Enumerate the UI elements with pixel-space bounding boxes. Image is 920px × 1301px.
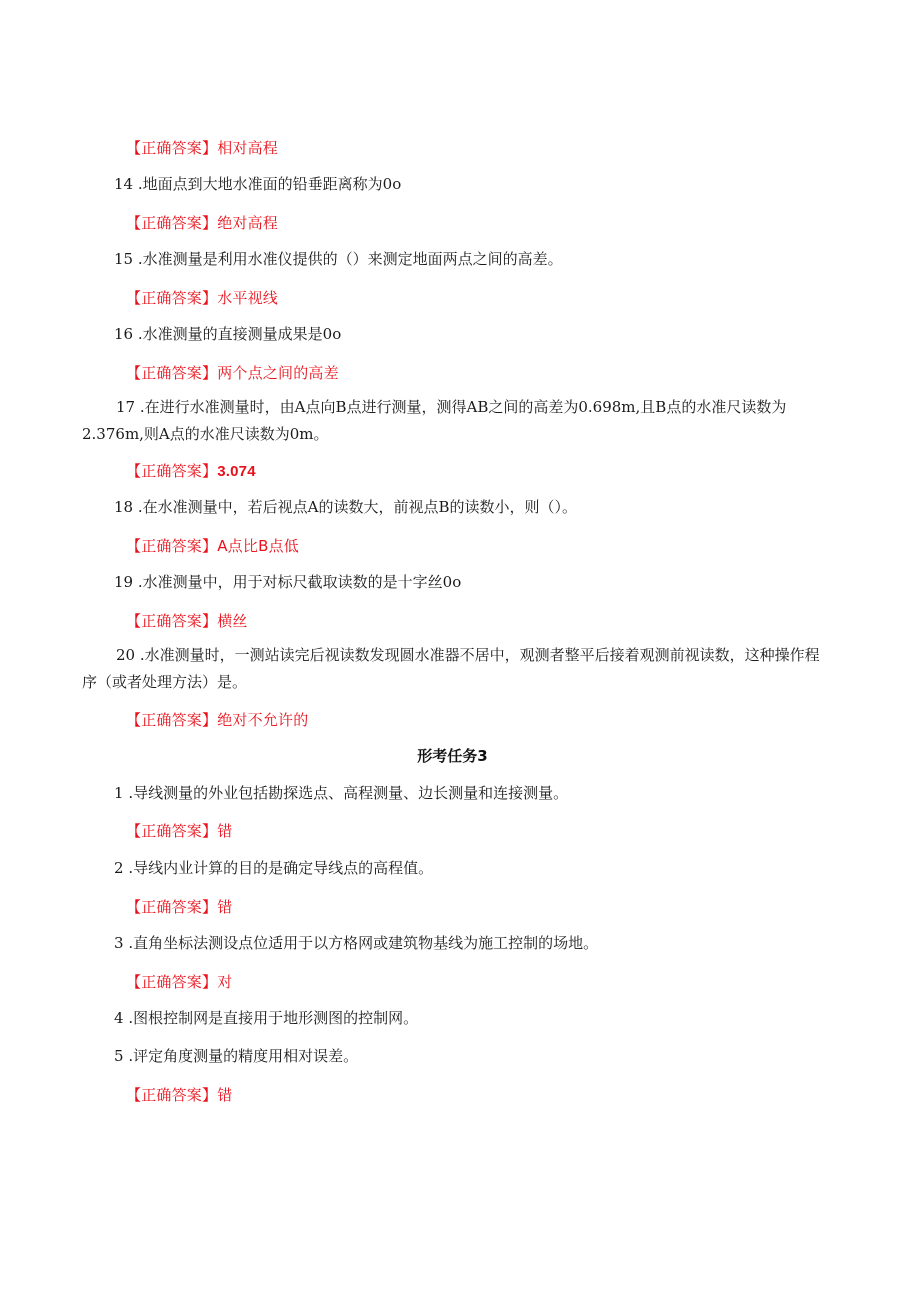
question-number: 3 [114, 934, 124, 952]
answer-value: 错 [217, 822, 233, 840]
question-line [82, 394, 832, 448]
question-line [114, 857, 433, 878]
question-text: .水准测量的直接测量成果是0o [137, 325, 342, 343]
answer-line [126, 212, 278, 233]
question-line [114, 932, 598, 953]
question-line [82, 642, 832, 696]
answer-value: 绝对高程 [217, 214, 279, 232]
answer-label: 【正确答案】 [126, 1086, 218, 1104]
answer-line [126, 971, 232, 992]
answer-value: 绝对不允许的 [217, 711, 309, 729]
question-line [114, 1007, 418, 1028]
answer-line [126, 362, 339, 383]
answer-value: 相对高程 [217, 139, 279, 157]
answer-label: 【正确答案】 [126, 898, 218, 916]
answer-value: A点比B点低 [217, 537, 299, 555]
answer-line [126, 535, 299, 556]
answer-line [126, 460, 256, 481]
question-line [114, 782, 568, 803]
question-line [114, 571, 461, 592]
question-number: 20 [116, 646, 136, 664]
answer-label: 【正确答案】 [126, 364, 218, 382]
question-text: .水准测量是利用水准仪提供的（）来测定地面两点之间的高差。 [137, 250, 563, 268]
question-text: .评定角度测量的精度用相对误差。 [128, 1047, 359, 1065]
answer-line [126, 287, 278, 308]
question-number: 18 [114, 498, 134, 516]
question-number: 1 [114, 784, 124, 802]
answer-label: 【正确答案】 [126, 612, 218, 630]
answer-label: 【正确答案】 [126, 462, 218, 480]
question-line [114, 248, 563, 269]
answer-line [126, 896, 232, 917]
question-line [114, 496, 577, 517]
answer-line [126, 709, 308, 730]
answer-label: 【正确答案】 [126, 214, 218, 232]
question-number: 2 [114, 859, 124, 877]
question-text: .地面点到大地水准面的铅垂距离称为0o [137, 175, 402, 193]
answer-value: 对 [217, 973, 233, 991]
question-line [114, 1045, 358, 1066]
answer-value: 错 [217, 898, 233, 916]
question-number: 5 [114, 1047, 124, 1065]
answer-value: 横丝 [217, 612, 248, 630]
answer-label: 【正确答案】 [126, 711, 218, 729]
answer-line [126, 137, 278, 158]
question-text: .导线内业计算的目的是确定导线点的高程值。 [128, 859, 434, 877]
question-text: .直角坐标法测设点位适用于以方格网或建筑物基线为施工控制的场地。 [128, 934, 599, 952]
question-number: 14 [114, 175, 134, 193]
answer-value: 错 [217, 1086, 233, 1104]
question-text: .图根控制网是直接用于地形测图的控制网。 [128, 1009, 419, 1027]
answer-value: 3.074 [217, 463, 256, 480]
section-heading: 形考任务3 [417, 747, 488, 765]
question-number: 15 [114, 250, 134, 268]
question-number: 4 [114, 1009, 124, 1027]
question-line [114, 173, 401, 194]
question-text: .水准测量中，用于对标尺截取读数的是十字丝0o [137, 573, 462, 591]
question-number: 16 [114, 325, 134, 343]
question-text: .在进行水准测量时，由A点向B点进行测量，测得AB之间的高差为0.698m,且B点的水准尺读数为2.376m,则A点的水准尺读数为0m。 [82, 398, 787, 443]
question-line [114, 323, 341, 344]
answer-label: 【正确答案】 [126, 139, 218, 157]
answer-value: 水平视线 [217, 289, 279, 307]
question-text: .导线测量的外业包括勘探选点、高程测量、边长测量和连接测量。 [128, 784, 569, 802]
answer-line [126, 1084, 232, 1105]
question-text: .在水准测量中，若后视点A的读数大，前视点B的读数小，则（）。 [137, 498, 578, 516]
answer-line [126, 820, 232, 841]
answer-line [126, 610, 248, 631]
question-number: 19 [114, 573, 134, 591]
answer-label: 【正确答案】 [126, 537, 218, 555]
answer-label: 【正确答案】 [126, 973, 218, 991]
question-text: .水准测量时，一测站读完后视读数发现圆水准器不居中，观测者整平后接着观测前视读数，这种操作程序（或者处理方法）是。 [82, 646, 820, 691]
answer-value: 两个点之间的高差 [217, 364, 339, 382]
question-number: 17 [116, 398, 136, 416]
answer-label: 【正确答案】 [126, 289, 218, 307]
answer-label: 【正确答案】 [126, 822, 218, 840]
